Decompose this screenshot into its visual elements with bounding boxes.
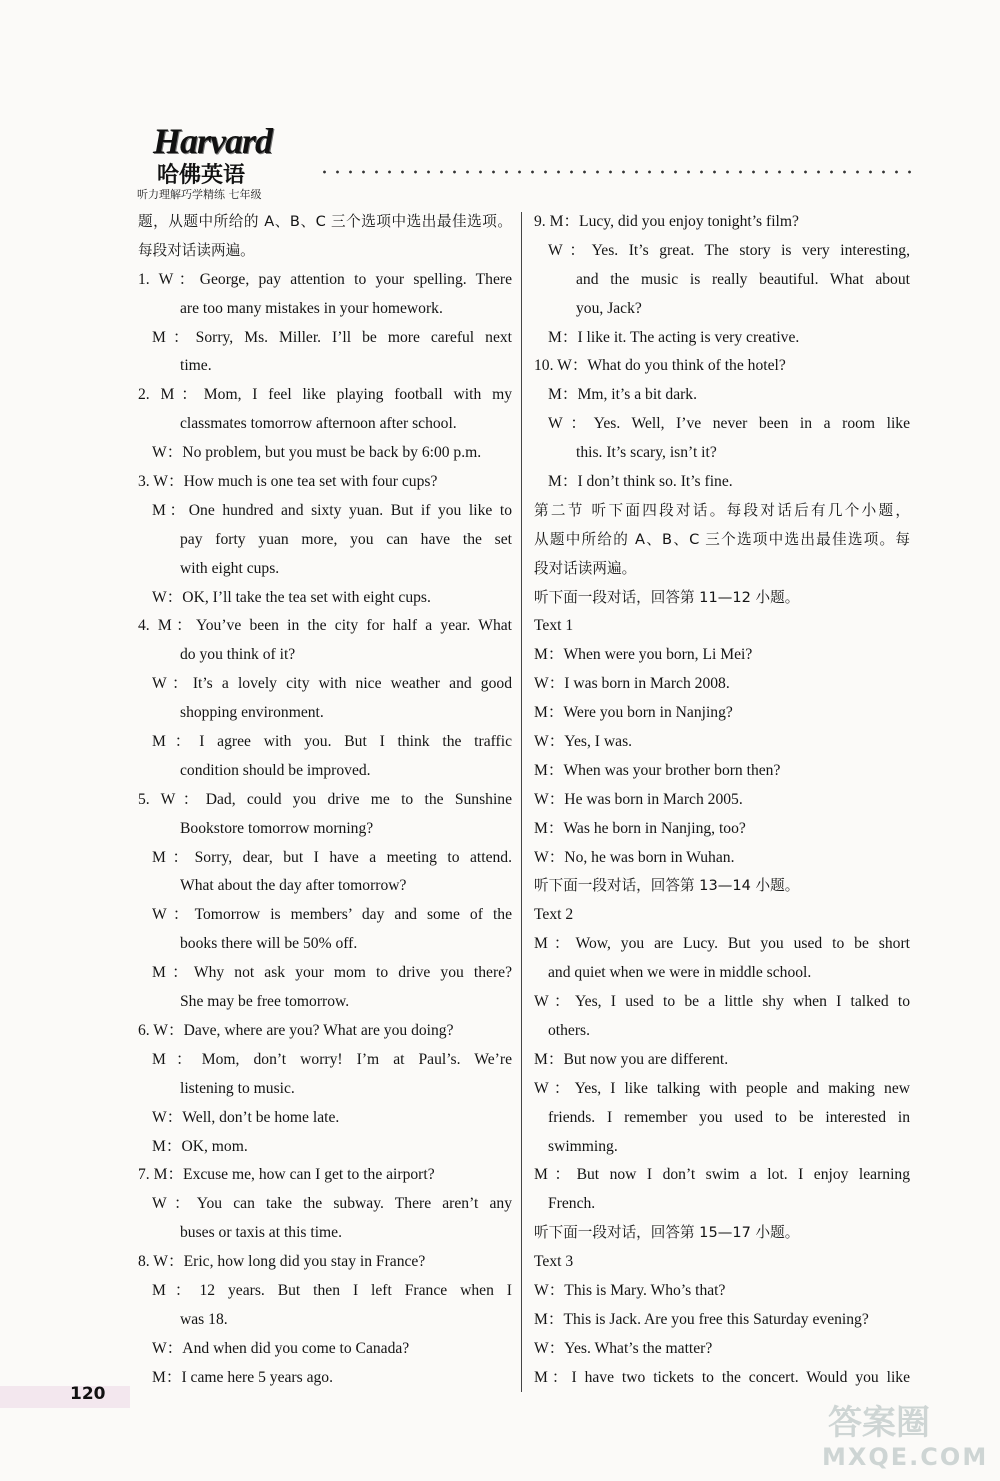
text-line: 8. W：Eric, how long did you stay in France? bbox=[138, 1253, 426, 1271]
text-line: classmates tomorrow afternoon after school. bbox=[180, 415, 457, 433]
text-line: M：Mm, it’s a bit dark. bbox=[548, 386, 698, 404]
book-subtitle: 听力理解巧学精练 七年级 bbox=[137, 188, 262, 201]
book-header-logo bbox=[135, 120, 315, 205]
text-line: shopping environment. bbox=[180, 704, 324, 722]
text-line: W：Yes, I used to be a little shy when I talked to bbox=[534, 993, 910, 1011]
text-line: M：Was he born in Nanjing, too? bbox=[534, 819, 746, 837]
text-line: M：I like it. The acting is very creative. bbox=[548, 328, 800, 346]
text-line: W：Yes. Well, I’ve never been in a room like bbox=[548, 415, 910, 433]
text-line: buses or taxis at this time. bbox=[180, 1224, 342, 1242]
text-line: books there will be 50% off. bbox=[180, 935, 358, 953]
text-line: condition should be improved. bbox=[180, 761, 371, 779]
watermark-bottom-text: MXQE.COM bbox=[822, 1443, 989, 1471]
text-line: W：Yes. What’s the matter? bbox=[534, 1339, 713, 1357]
text-line: M：When were you born, Li Mei? bbox=[534, 646, 753, 664]
text-line: others. bbox=[548, 1021, 591, 1039]
text-line: 6. W：Dave, where are you? What are you doing? bbox=[138, 1021, 454, 1039]
text-line: 3. W：How much is one tea set with four cups? bbox=[138, 473, 438, 491]
text-line: you, Jack? bbox=[576, 299, 642, 317]
watermark-top-text: 答案圈 bbox=[828, 1403, 930, 1443]
text-line: Bookstore tomorrow morning? bbox=[180, 819, 374, 837]
text-line: 10. W：What do you think of the hotel? bbox=[534, 357, 786, 375]
text-line: swimming. bbox=[548, 1137, 618, 1155]
text-line: W：And when did you come to Canada? bbox=[152, 1339, 410, 1357]
text-line: M：But now I don’t swim a lot. I enjoy learning bbox=[534, 1166, 910, 1184]
text-line: do you think of it? bbox=[180, 646, 296, 664]
text-line: with eight cups. bbox=[180, 559, 280, 577]
text-line: and quiet when we were in middle school. bbox=[548, 964, 812, 982]
text-line: 段对话读两遍。 bbox=[534, 559, 637, 577]
text-line: 听下面一段对话，回答第 15—17 小题。 bbox=[534, 1224, 800, 1242]
header-dotted-rule bbox=[318, 170, 918, 174]
text-line: friends. I remember you used to be interested in bbox=[548, 1108, 910, 1126]
text-line: 听下面一段对话，回答第 11—12 小题。 bbox=[534, 588, 800, 606]
text-line: was 18. bbox=[180, 1310, 228, 1328]
page-number: 120 bbox=[70, 1384, 106, 1404]
text-line: W：This is Mary. Who’s that? bbox=[534, 1281, 726, 1299]
text-line: M：When was your brother born then? bbox=[534, 761, 781, 779]
text-line: 题，从题中所给的 A、B、C 三个选项中选出最佳选项。 bbox=[138, 213, 512, 230]
text-line: M：I agree with you. But I think the traffic bbox=[152, 733, 512, 751]
text-line: are too many mistakes in your homework. bbox=[180, 299, 443, 317]
text-line: 7. M：Excuse me, how can I get to the airport? bbox=[138, 1166, 435, 1184]
left-text-column bbox=[138, 208, 512, 1393]
text-line: W：Yes, I was. bbox=[534, 733, 633, 751]
text-line: W：Well, don’t be home late. bbox=[152, 1108, 340, 1126]
text-line: Text 3 bbox=[534, 1253, 574, 1271]
text-line: 第二节 听下面四段对话。每段对话后有几个小题， bbox=[534, 501, 910, 519]
text-line: 1. W：George, pay attention to your spelling. There bbox=[138, 270, 512, 288]
text-line: French. bbox=[548, 1195, 596, 1213]
text-line: W：No problem, but you must be back by 6:00 p.m. bbox=[152, 444, 482, 462]
text-line: W：No, he was born in Wuhan. bbox=[534, 848, 735, 866]
text-line: 9. M：Lucy, did you enjoy tonight’s film? bbox=[534, 213, 799, 230]
text-line: W：You can take the subway. There aren’t any bbox=[152, 1195, 512, 1213]
column-divider bbox=[521, 212, 522, 1392]
text-line: 每段对话读两遍。 bbox=[138, 241, 255, 259]
text-line: Text 2 bbox=[534, 906, 574, 924]
text-line: 从题中所给的 A、B、C 三个选项中选出最佳选项。每 bbox=[534, 530, 910, 548]
site-watermark bbox=[820, 1395, 989, 1475]
text-line: M：One hundred and sixty yuan. But if you like to bbox=[152, 501, 512, 519]
text-line: M：I have two tickets to the concert. Would you like bbox=[534, 1368, 910, 1386]
text-line: time. bbox=[180, 357, 212, 375]
text-line: 2. M：Mom, I feel like playing football with my bbox=[138, 386, 512, 404]
text-line: She may be free tomorrow. bbox=[180, 993, 350, 1011]
text-line: 听下面一段对话，回答第 13—14 小题。 bbox=[534, 877, 800, 895]
text-line: M：Sorry, Ms. Miller. I’ll be more careful next bbox=[152, 328, 512, 346]
text-line: M：I came here 5 years ago. bbox=[152, 1368, 333, 1386]
text-line: W：He was born in March 2005. bbox=[534, 790, 743, 808]
text-line: W：It’s a lovely city with nice weather and good bbox=[152, 675, 512, 693]
text-line: W：Tomorrow is members’ day and some of the bbox=[152, 906, 512, 924]
text-line: W：I was born in March 2008. bbox=[534, 675, 730, 693]
text-line: pay forty yuan more, you can have the set bbox=[180, 530, 512, 548]
brand-chinese-name: 哈佛英语 bbox=[157, 163, 246, 188]
text-line: W：Yes. It’s great. The story is very interesting, bbox=[548, 241, 910, 259]
text-line: 4. M：You’ve been in the city for half a year. What bbox=[138, 617, 512, 635]
text-line: M：12 years. But then I left France when I bbox=[152, 1281, 512, 1299]
text-line: Text 1 bbox=[534, 617, 574, 635]
text-line: listening to music. bbox=[180, 1079, 295, 1097]
harvard-wordmark: Harvard bbox=[153, 121, 272, 161]
text-line: M：I don’t think so. It’s fine. bbox=[548, 473, 733, 491]
text-line: M：OK, mom. bbox=[152, 1137, 248, 1155]
text-line: M：Were you born in Nanjing? bbox=[534, 704, 733, 722]
text-line: and the music is really beautiful. What about bbox=[576, 270, 910, 288]
text-line: What about the day after tomorrow? bbox=[180, 877, 407, 895]
text-line: 5. W：Dad, could you drive me to the Sunshine bbox=[138, 790, 512, 808]
text-line: M：But now you are different. bbox=[534, 1050, 729, 1068]
text-line: W：OK, I’ll take the tea set with eight cups. bbox=[152, 588, 431, 606]
text-line: this. It’s scary, isn’t it? bbox=[576, 444, 717, 462]
page-number-band bbox=[0, 1386, 130, 1408]
text-line: M：Why not ask your mom to drive you there? bbox=[152, 964, 512, 982]
text-line: M：Mom, don’t worry! I’m at Paul’s. We’re bbox=[152, 1050, 512, 1068]
text-line: M：Sorry, dear, but I have a meeting to attend. bbox=[152, 848, 512, 866]
right-text-column bbox=[534, 208, 910, 1393]
text-line: M：This is Jack. Are you free this Saturday evening? bbox=[534, 1310, 869, 1328]
text-line: W：Yes, I like talking with people and making new bbox=[534, 1079, 910, 1097]
text-line: M：Wow, you are Lucy. But you used to be short bbox=[534, 935, 910, 953]
